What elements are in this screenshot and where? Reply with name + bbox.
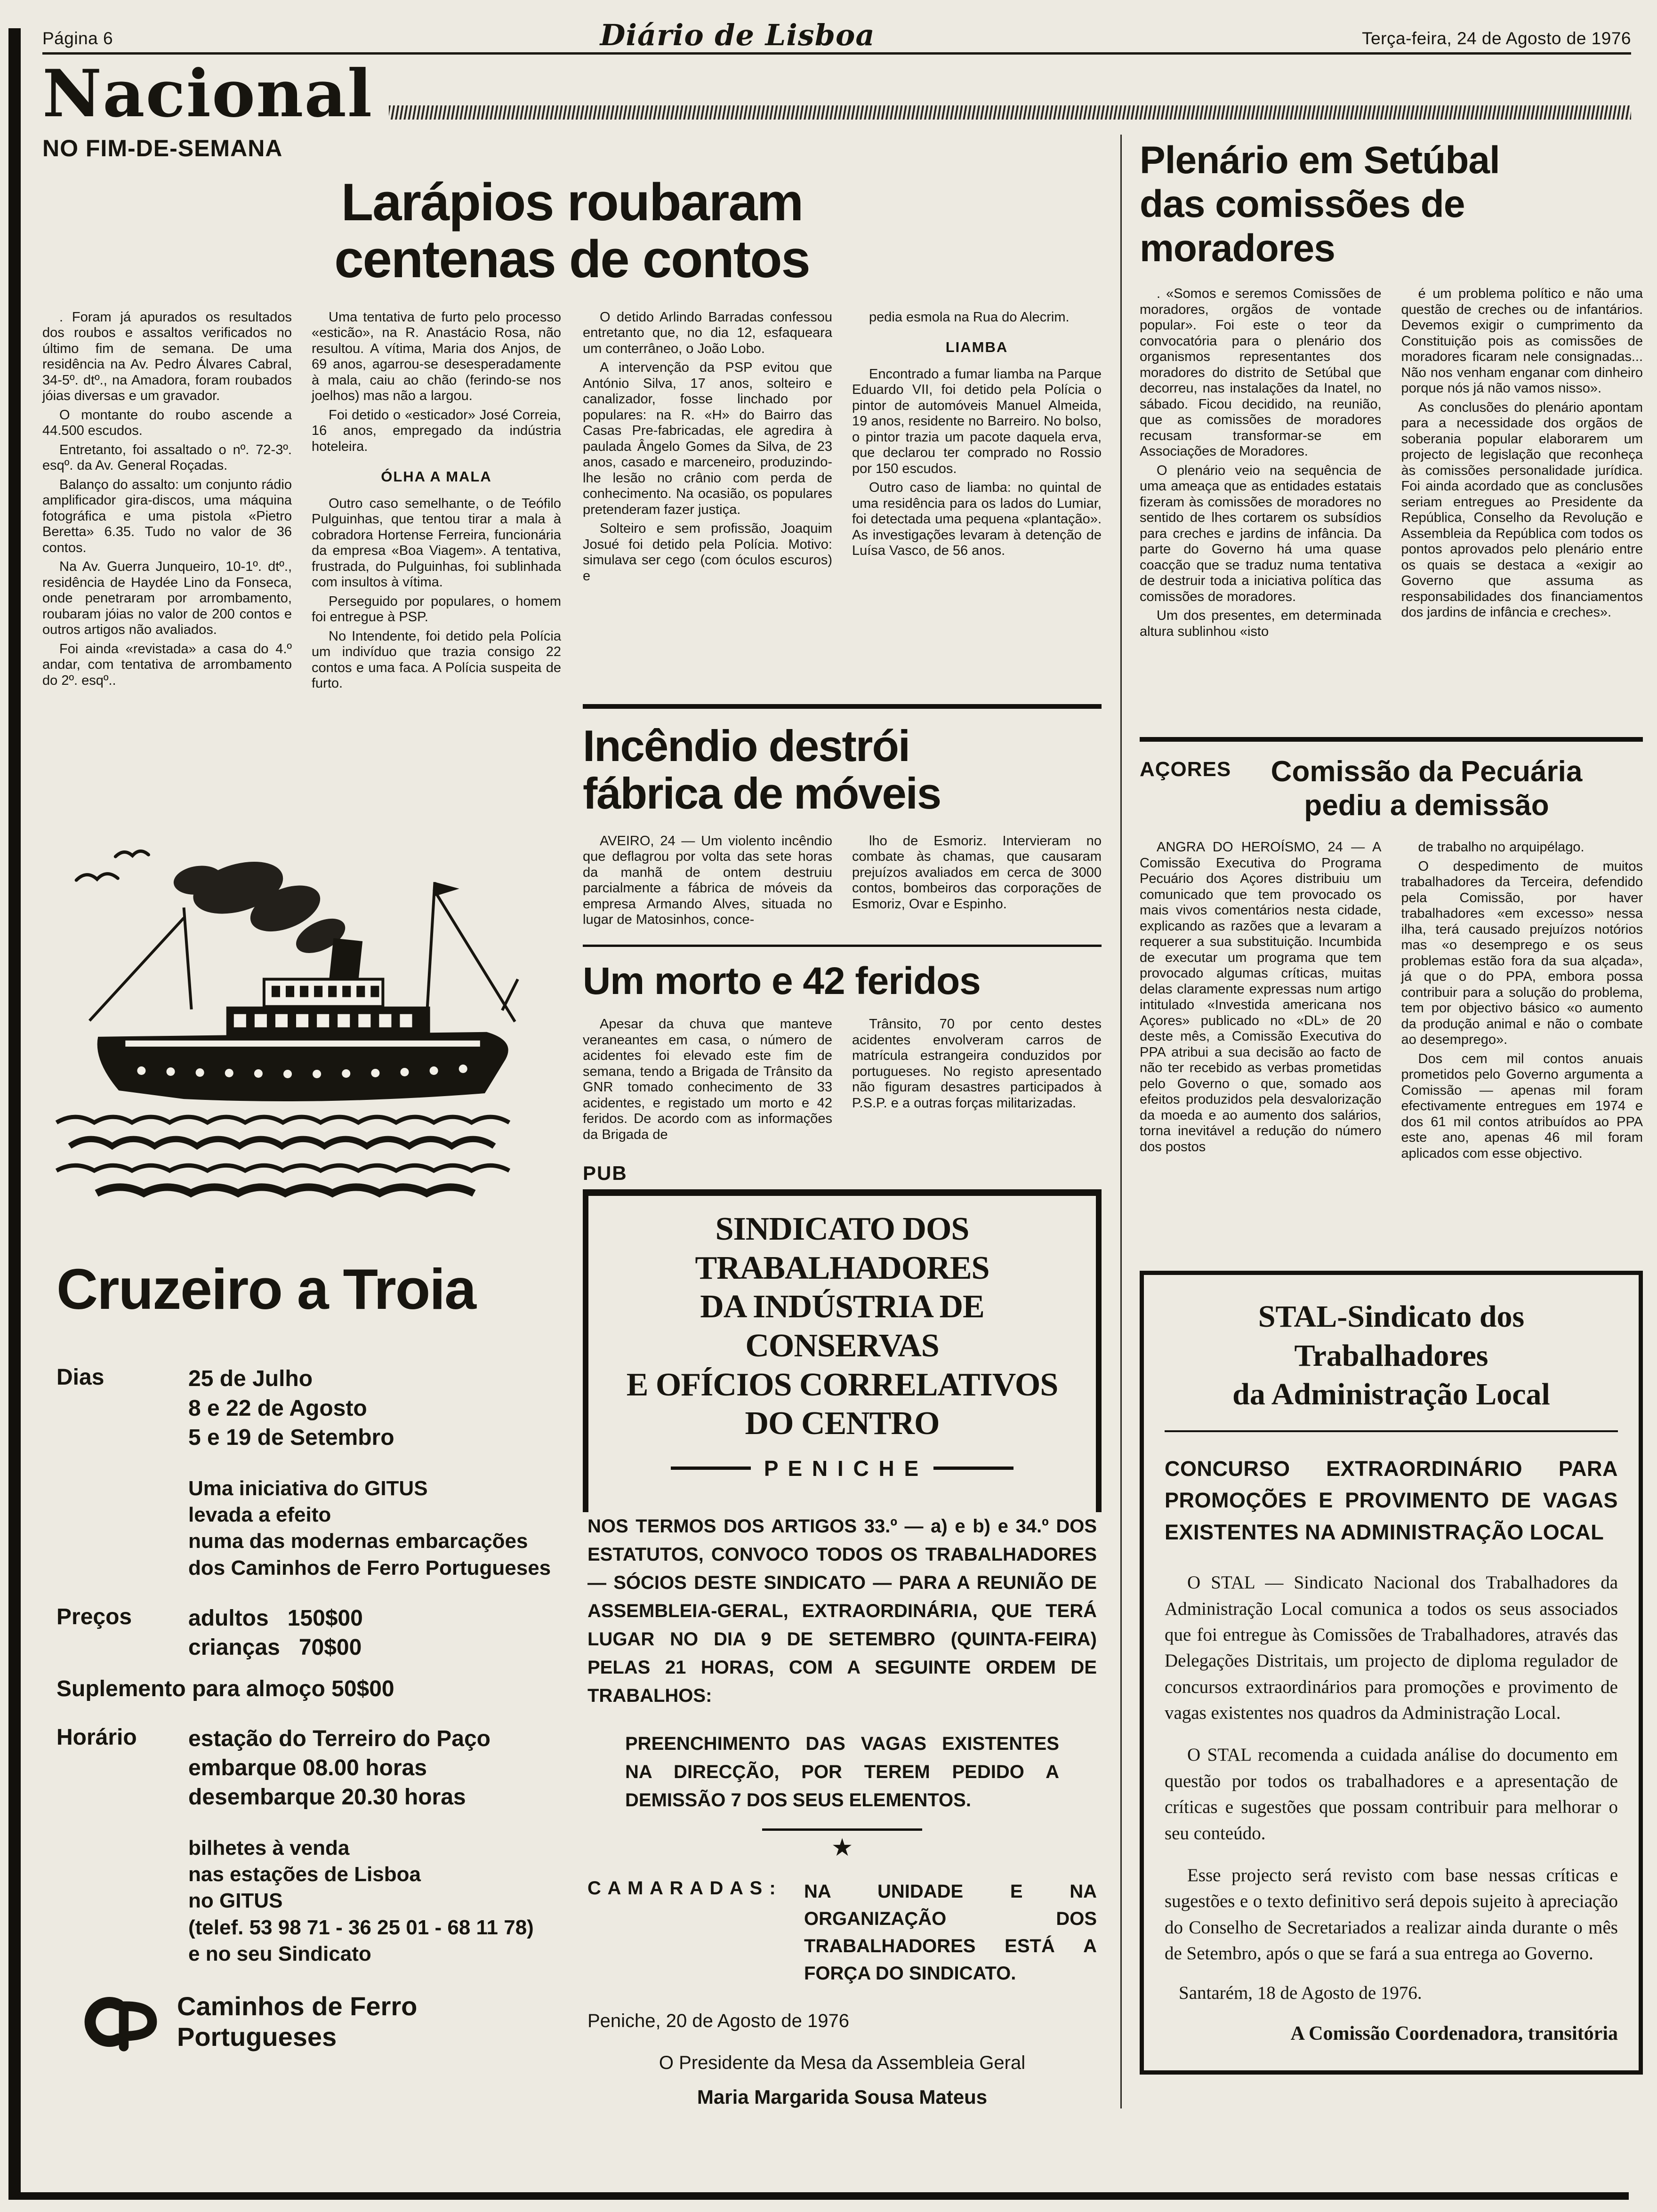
pecuaria-headline-line2: pediu a demissão [1304, 789, 1549, 822]
pub-body1: NOS TERMOS DOS ARTIGOS 33.º — a) e b) e 34.º DOS ESTATUTOS, CONVOCO TODOS OS TRABALHADORES — SÓCIOS DESTE SINDICATO — PARA A REUNIÃO DE ASSEMBLEIA-GERAL, EXTRAORDINÁRIA, QUE TERÁ LUGAR NO DIA 9 DE SETEMBRO (QUINTA-FEIRA) PELAS 21 HORAS, COM A SEGUINTE ORDEM DE TRABALHOS: [587, 1515, 1097, 1706]
paragraph: adultos 150$00 [188, 1605, 363, 1631]
acores-col1 [1140, 840, 1382, 1254]
horario-label: Horário [56, 1724, 137, 1750]
stal-title-line2: da Administração Local [1232, 1377, 1550, 1412]
steamship-drawing [42, 837, 533, 1210]
incendio-story [583, 722, 1102, 931]
page-number: Página 6 [42, 29, 113, 48]
waves [56, 1117, 509, 1193]
paragraph: 8 e 22 de Agosto [188, 1395, 367, 1421]
pub-title-wrap [583, 1196, 1102, 1512]
pub-title-line2: DA INDÚSTRIA DE CONSERVAS [700, 1289, 984, 1364]
precos-label: Preços [56, 1604, 132, 1629]
paragraph: Uma iniciativa do GITUS [188, 1476, 428, 1500]
birds-icon [76, 851, 148, 880]
section-divider-hatch [389, 105, 1631, 120]
lead-headline-line2: centenas de contos [334, 229, 810, 289]
suplemento-line: Suplemento para almoço 50$00 [56, 1676, 394, 1701]
paragraph: e no seu Sindicato [188, 1942, 371, 1966]
stal-place-date: Santarém, 18 de Agosto de 1976. [1179, 1983, 1422, 2004]
lead-kicker: NO FIM-DE-SEMANA [42, 135, 283, 161]
morto-columns [583, 1017, 1102, 1146]
divider-bar [583, 704, 1102, 709]
paragraph: desembarque 20.30 horas [188, 1785, 466, 1810]
left-zone [42, 135, 1102, 2108]
paragraph: (telef. 53 98 71 - 36 25 01 - 68 11 78) [188, 1915, 534, 1939]
paragraph: no GITUS [188, 1889, 283, 1913]
incendio-columns [583, 834, 1102, 931]
dias-label: Dias [56, 1365, 105, 1390]
stal-title [1165, 1298, 1618, 1432]
main-content [42, 135, 1643, 2108]
paragraph: nas estações de Lisboa [188, 1863, 421, 1886]
cp-logo-line2: Portugueses [177, 2021, 337, 2052]
paragraph: A intervenção da PSP evitou que António Silva, 17 anos, solteiro e canalizador, fosse linchado por populares: na R. «H» do Bairro das Casas Pre-fabricadas, ele agredira à paulada Ângelo Gomes da Silva, de 23 anos, casado e marceneiro, produzindo-lhe lesão no crânio com perda de conhecimento. Na ocasião, os populares pretenderam fazer justiça. [583, 360, 832, 517]
edition-date: Terça-feira, 24 de Agosto de 1976 [1362, 29, 1631, 48]
paragraph: dos Caminhos de Ferro Portugueses [188, 1556, 551, 1579]
cruzeiro-bilhetes [188, 1835, 561, 1968]
paragraph: Outro caso de liamba: no quintal de uma residência para os lados do Lumiar, foi detectada uma pequena «plantação». As investigações levaram à detenção de Luísa Vasco, de 56 anos. [852, 480, 1102, 559]
paragraph: lho de Esmoriz. Intervieram no combate às chamas, que causaram prejuízos avaliados em cerca de 3000 contos, bombeiros das corporações de Esmoriz, Ovar e Espinho. [852, 833, 1102, 912]
right-zone [1120, 135, 1643, 2108]
paragraph: O STAL recomenda a cuidada análise do documento em questão por todos os trabalhadores e a apresentação de críticas e sugestões que possam contribuir para melhorar o seu conteúdo. [1165, 1745, 1618, 1843]
cruzeiro-title: Cruzeiro a Troia [56, 1257, 476, 1322]
section-title: Nacional [42, 55, 373, 132]
paragraph: Apesar da chuva que manteve veraneantes em casa, o número de acidentes foi elevado este fim de semana, tendo a Brigada de Trânsito da GNR tomado conhecimento de 33 acidentes, e registado um morto e 42 feridos. De acordo com as informações da Brigada de [583, 1017, 832, 1142]
section-header [42, 55, 1631, 132]
left-half-b [583, 310, 1102, 2108]
paragraph: Trânsito, 70 por cento destes acidentes envolveram carros de matrícula estrangeira conduzidos por portugueses. No registo apresentado não figuram desastres participados à P.S.P. e a outras forças militarizadas. [852, 1017, 1102, 1111]
paragraph: O detido Arlindo Barradas confessou entretanto que, no dia 12, esfaqueara um conterrâneo, o João Lobo. [583, 309, 832, 356]
acores-col2 [1401, 840, 1643, 1254]
pecuaria-headline-line1: Comissão da Pecuária [1271, 755, 1583, 788]
cp-logo-text [177, 1991, 417, 2052]
pub-title [600, 1210, 1085, 1443]
stal-heading: CONCURSO EXTRAORDINÁRIO PARA PROMOÇÕES E PROVIMENTO DE VAGAS EXISTENTES NA ADMINISTRAÇÃO LOCAL [1165, 1456, 1618, 1544]
pub-top-bar [583, 1189, 1102, 1196]
lead-story-col1 [42, 310, 292, 794]
incendio-headline-line2: fábrica de móveis [583, 769, 941, 818]
smoke-plume [172, 852, 351, 960]
upper-cabin [264, 979, 383, 1006]
paragraph: O plenário veio na sequência de uma ameaça que as entidades estatais fizeram às comissões de moradores no sentido de lhes cortarem os subsídios para creches e jardins de infância. Da parte do Governo há uma quase coacção que se traduz numa tentativa de destruir toda a iniciativa política das comissões de moradores. [1140, 463, 1382, 604]
lead-headline-line1: Larápios roubaram [341, 173, 803, 232]
masthead-title: Diário de Lisboa [600, 18, 875, 52]
cp-logo-icon [75, 1990, 165, 2053]
paragraph: Outro caso semelhante, o de Teófilo Pulguinhas, que tentou tirar a mala à cobradora Hortense Ferreira, funcionária da empresa «Boa Viagem». A tentativa, frustrada, do Pulguinhas, foi sublinhada com insultos à vítima. [312, 496, 561, 590]
plenario-columns [1140, 286, 1643, 724]
incendio-headline-line1: Incêndio destrói [583, 721, 909, 770]
paragraph: O montante do roubo ascende a 44.500 escudos. [42, 407, 292, 439]
lead-story-col2 [312, 310, 561, 794]
column-subhead: ÓLHA A MALA [381, 468, 492, 485]
paragraph: crianças 70$00 [188, 1635, 362, 1660]
pub-title-line3: E OFÍCIOS CORRELATIVOS [626, 1366, 1058, 1403]
cp-logo-row [75, 1990, 561, 2053]
incendio-col2 [852, 834, 1102, 931]
cruzeiro-initiative [188, 1475, 561, 1581]
acores-story [1140, 755, 1643, 1254]
cruzeiro-ad [42, 1256, 561, 2053]
page-border-bottom [8, 2192, 1629, 2200]
paragraph: . Foram já apurados os resultados dos roubos e assaltos verificados no último fim de semana. De uma residência na Av. Pedro Álvares Cabral, 34-5º. dtº., na Amadora, foram roubados jóias diversas e um gravador. [42, 309, 292, 404]
lead-story-col3 [583, 310, 832, 691]
paragraph: embarque 08.00 horas [188, 1755, 427, 1781]
paragraph: levada a efeito [188, 1503, 331, 1526]
pub-ad [583, 1162, 1102, 2108]
stal-signature: A Comissão Coordenadora, transitória [1290, 2023, 1618, 2045]
cruzeiro-dias-row [56, 1364, 561, 1452]
plenario-col1 [1140, 286, 1382, 724]
paragraph: As conclusões do plenário apontam para a necessidade dos orgãos de soberania popular elaborarem um projecto de legislação que reconheça às comissões personalidade jurídica. Foi ainda acordado que as conclusões seriam entregues ao Presidente da República, Conselho da Revolução e Assembleia da República com todos os pontos aprovados pelo plenário entre os quais se destaca a «exigir ao Governo que assuma as responsabilidades dos financiamentos dos jardins de infância e creches». [1401, 400, 1643, 620]
paragraph: . «Somos e seremos Comissões de moradores, orgãos de vontade popular». Foi este o teor da convocatória para o plenário dos organismos representantes dos moradores do distrito de Setúbal que decorreu, nas instalações da Inatel, no sábado. Ficou decidido, na reunião, que as comissões de moradores recusam transformar-se em Associações de Moradores. [1140, 286, 1382, 459]
acores-columns [1140, 840, 1643, 1254]
camaradas-text: NA UNIDADE E NA ORGANIZAÇÃO DOS TRABALHADORES ESTÁ A FORÇA DO SINDICATO. [804, 1881, 1097, 1984]
paragraph: AVEIRO, 24 — Um violento incêndio que deflagrou por volta das sete horas da manhã de ontem destruiu parcialmente a fábrica de móveis da empresa Armando Alves, situada no lugar de Matosinhos, conce- [583, 833, 832, 928]
morto-story [583, 960, 1102, 1146]
paragraph: Dos cem mil contos anuais prometidos pelo Governo argumenta a Comissão — apenas mil foram efectivamente entregues em 1974 e dos 61 mil contos atribuídos ao PPA este ano, apenas 46 mil foram aplicados com esse objectivo. [1401, 1051, 1643, 1161]
stal-title-line1: STAL-Sindicato dos Trabalhadores [1258, 1299, 1525, 1373]
divider-bar [1140, 737, 1643, 742]
deck-strip [226, 1007, 430, 1036]
lead-story-columns-34 [583, 310, 1102, 691]
paragraph: Encontrado a fumar liamba na Parque Eduardo VII, foi detido pela Polícia o pintor de automóveis Manuel Almeida, 19 anos, residente no Barreiro. No bolso, o pintor trazia um pacote daquela erva, que declarou ter comprado no Rossio por 150 escudos. [852, 366, 1102, 476]
paragraph: Um dos presentes, em determinada altura sublinhou «isto [1140, 608, 1382, 639]
lead-story-columns-12 [42, 310, 561, 794]
pub-title-line1: SINDICATO DOS TRABALHADORES [695, 1211, 989, 1286]
pub-camaradas [587, 1878, 1097, 1987]
pub-subtitle [600, 1456, 1085, 1481]
morto-headline: Um morto e 42 feridos [583, 959, 981, 1002]
pub-signature-name: Maria Margarida Sousa Mateus [697, 2085, 988, 2108]
lead-headline [42, 174, 1102, 288]
paragraph: Na Av. Guerra Junqueiro, 10-1º. dtº., residência de Haydée Lino da Fonseca, onde penetraram por arrombamento, roubaram jóias no valor de 200 contos e outros artigos não avaliados. [42, 559, 292, 638]
plenario-headline [1140, 138, 1643, 270]
paragraph: ANGRA DO HEROÍSMO, 24 — A Comissão Executiva do Programa Pecuário dos Açores distribuiu um comunicado que tem provocado os mais vivos comentários nesta cidade, explicando as razões que a levaram a requerer a sua substituição. Incumbida de executar um programa que tem provocado algumas críticas, muitas delas claramente expressas num artigo intitulado «Investida americana nos Açores» publicado no «DL» de 20 deste mês, a Comissão Executiva do PPA atribui a sua decisão ao facto de não ter recebido as verbas prometidas pelo Governo o que, somado aos efeitos produzidos pela desvalorização da moeda e ao aumento dos salários, torna inevitável a redução do número dos postos [1140, 840, 1382, 1154]
paragraph: No Intendente, foi detido pela Polícia um indivíduo que trazia consigo 22 contos e uma faca. A Polícia suspeita de furto. [312, 628, 561, 691]
morto-col1 [583, 1017, 832, 1146]
pub-title-line4: DO CENTRO [745, 1405, 940, 1442]
horario-lines [188, 1724, 491, 1812]
paragraph: Solteiro e sem profissão, Joaquim Josué foi detido pela Polícia. Motivo: simulava ser cego (com óculos escuros) e [583, 521, 832, 584]
paragraph: pedia esmola na Rua do Alecrim. [869, 309, 1070, 325]
pub-subtitle-text: P E N I C H E [764, 1456, 921, 1481]
paragraph: 5 e 19 de Setembro [188, 1425, 394, 1451]
plenario-headline-line2: das comissões de moradores [1140, 183, 1465, 270]
pub-place-date: Peniche, 20 de Agosto de 1976 [587, 2010, 850, 2031]
column-subhead: LIAMBA [945, 339, 1008, 356]
acores-kicker: AÇORES [1140, 758, 1231, 781]
incendio-headline [583, 722, 1102, 817]
camaradas-label: C A M A R A D A S : [587, 1877, 777, 1899]
paragraph: Perseguido por populares, o homem foi entregue à PSP. [312, 593, 561, 625]
paragraph: estação do Terreiro do Paço [188, 1726, 491, 1751]
paragraph: bilhetes à venda [188, 1836, 350, 1859]
ship-illustration [42, 837, 561, 1210]
dash-right [933, 1467, 1014, 1470]
page-header [42, 14, 1631, 55]
paragraph: numa das modernas embarcações [188, 1530, 528, 1553]
pub-tag: PUB [583, 1162, 627, 1185]
paragraph: Balanço do assalto: um conjunto rádio amplificador gira-discos, uma máquina fotográfica e uma pistola «Pietro Beretta» 6.35. Tudo no valor de 36 contos. [42, 477, 292, 555]
star-divider: ★ [583, 1828, 1102, 1862]
paragraph: O despedimento de muitos trabalhadores da Terceira, defendido pela Comissão, por haver trabalhadores «em excesso» nessa ilha, terá causado prejuízos notórios mas «o desemprego e os seus problemas estão fora da sua alçada», já que o do PPA, embora possa contribuir para a solução do problema, tem por objectivo básico «o aumento da produção animal e não o combate ao desemprego». [1401, 858, 1643, 1048]
dias-lines [188, 1364, 394, 1452]
paragraph: Foi ainda «revistada» a casa do 4.º andar, com tentativa de arrombamento do 2º. esqº.. [42, 641, 292, 688]
paragraph: é um problema político e não uma questão de creches ou de infantários. Devemos exigir o cumprimento da Constituição pois as comissões de moradores ficaram nele consignadas... Não nos venham enganar com dinheiro porque nós já não vamos nisso». [1401, 286, 1643, 396]
stal-body [1165, 1570, 1618, 1966]
plenario-headline-line1: Plenário em Setúbal [1140, 139, 1500, 182]
left-half-a [42, 310, 561, 2108]
divider-bar-thin [583, 945, 1102, 947]
paragraph: 25 de Julho [188, 1366, 313, 1392]
paragraph: O STAL — Sindicato Nacional dos Trabalhadores da Administração Local comunica a todos os seus associados que foi entregue às Comissões de Trabalhadores, através das Delegações Distritais, um projecto de diploma regulador de concursos extraordinários para promoções e provimento de vagas existentes nos quadros da Administração Local. [1165, 1572, 1618, 1723]
paragraph: Entretanto, foi assaltado o nº. 72-3º. esqº. da Av. General Roçadas. [42, 442, 292, 473]
paragraph: Uma tentativa de furto pelo processo «esticão», na R. Anastácio Rosa, não resultou. A vítima, Maria dos Anjos, de 69 anos, agarrou-se desesperadamente à mala, caiu ao chão (ferindo-se nos joelhos) mas não a largou. [312, 309, 561, 404]
flag [435, 882, 459, 896]
hull [97, 1032, 508, 1101]
lead-story-col4 [852, 310, 1102, 691]
cruzeiro-horario-row [56, 1724, 561, 1812]
cp-logo-line1: Caminhos de Ferro [177, 1991, 418, 2021]
precos-lines [188, 1604, 363, 1663]
incendio-col1 [583, 834, 832, 931]
paragraph: Foi detido o «esticador» José Correia, 16 anos, empregado da indústria hoteleira. [312, 407, 561, 454]
pub-signature-role: O Presidente da Mesa da Assembleia Geral [659, 2052, 1026, 2073]
dash-left [671, 1467, 751, 1470]
plenario-story [1140, 138, 1643, 724]
plenario-col2 [1401, 286, 1643, 724]
paragraph: Esse projecto será revisto com base nessas críticas e sugestões e o texto definitivo será depois sujeito à apreciação do Conselho de Secretariados a realizar ainda durante o mês de Setembro, após o que se fará a sua entrega ao Governo. [1165, 1865, 1618, 1964]
paragraph: de trabalho no arquipélago. [1418, 840, 1585, 855]
morto-col2 [852, 1017, 1102, 1146]
stal-ad [1140, 1271, 1643, 2075]
page-border-left [8, 28, 21, 2198]
pub-body2: PREENCHIMENTO DAS VAGAS EXISTENTES NA DIRECÇÃO, POR TEREM PEDIDO A DEMISSÃO 7 DOS SEUS ELEMENTOS. [625, 1733, 1059, 1811]
cruzeiro-precos-row [56, 1604, 561, 1663]
